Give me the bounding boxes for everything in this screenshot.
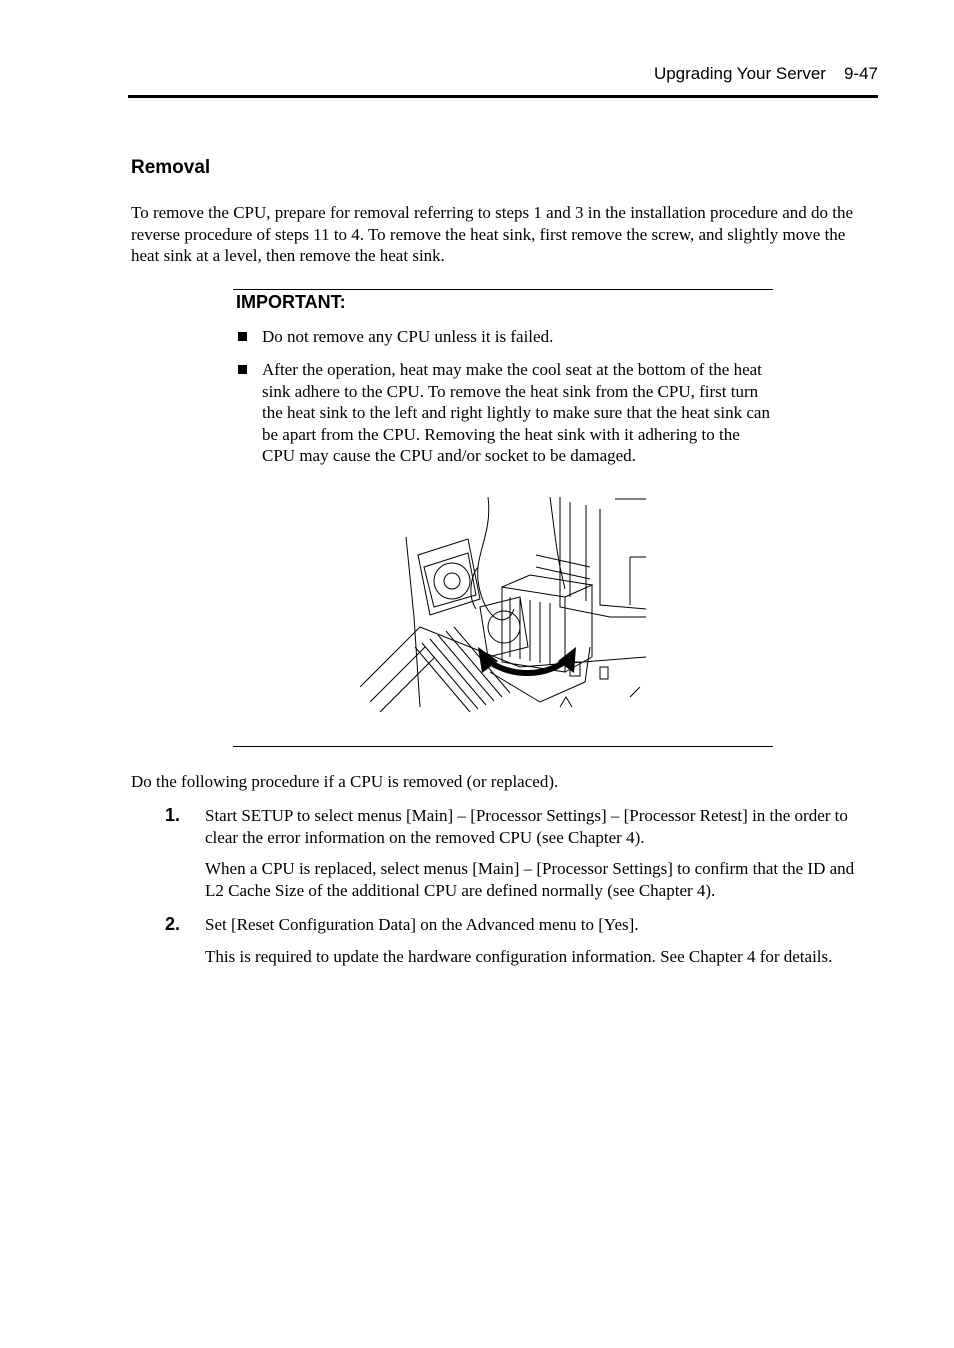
procedure-intro: Do the following procedure if a CPU is removed (or replaced). <box>131 772 559 791</box>
step-text: Set [Reset Configuration Data] on the Advanced menu to [Yes]. <box>205 915 639 934</box>
step-note: This is required to update the hardware configuration information. See Chapter 4 for details. <box>205 946 833 966</box>
page-number: 9-47 <box>843 64 878 83</box>
header-rule <box>128 95 878 98</box>
important-bullet <box>236 359 771 467</box>
bullet-square-icon <box>238 365 247 374</box>
step-text: Start SETUP to select menus [Main] – [Processor Settings] – [Processor Retest] in the order to clear the error information on the removed CPU (see Chapter 4). <box>205 806 848 847</box>
section-title: Removal <box>131 157 211 178</box>
bullet-text: Do not remove any CPU unless it is failed. <box>262 327 554 346</box>
bullet-square-icon <box>238 332 247 341</box>
section-intro: To remove the CPU, prepare for removal referring to steps 1 and 3 in the installation procedure and do the reverse procedure of steps 11 to 4. To remove the heat sink, first remove the screw, and slightly move the heat sink at a level, then remove the heat sink. <box>131 203 854 265</box>
procedure-step <box>131 914 871 967</box>
header-title: Upgrading Your Server <box>653 64 826 83</box>
step-number: 1. <box>165 805 181 825</box>
important-box <box>233 289 773 747</box>
step-number: 2. <box>165 914 181 934</box>
page-header <box>128 64 878 88</box>
procedure-step <box>131 805 871 901</box>
heat-sink-removal-illustration <box>360 497 646 723</box>
step-note: When a CPU is replaced, select menus [Main] – [Processor Settings] to confirm that the ID and L2 Cache Size of the additional CPU are defined normally (see Chapter 4). <box>205 859 855 900</box>
important-bullet <box>236 326 771 348</box>
important-label: IMPORTANT: <box>236 292 346 312</box>
bullet-text: After the operation, heat may make the cool seat at the bottom of the heat sink adhere to the CPU. To remove the heat sink from the CPU, first turn the heat sink to the left and right lightly to make sure that the heat sink can be apart from the CPU. Removing the heat sink with it adhering to the CPU may cause the CPU and/or socket to be damaged. <box>262 360 770 465</box>
